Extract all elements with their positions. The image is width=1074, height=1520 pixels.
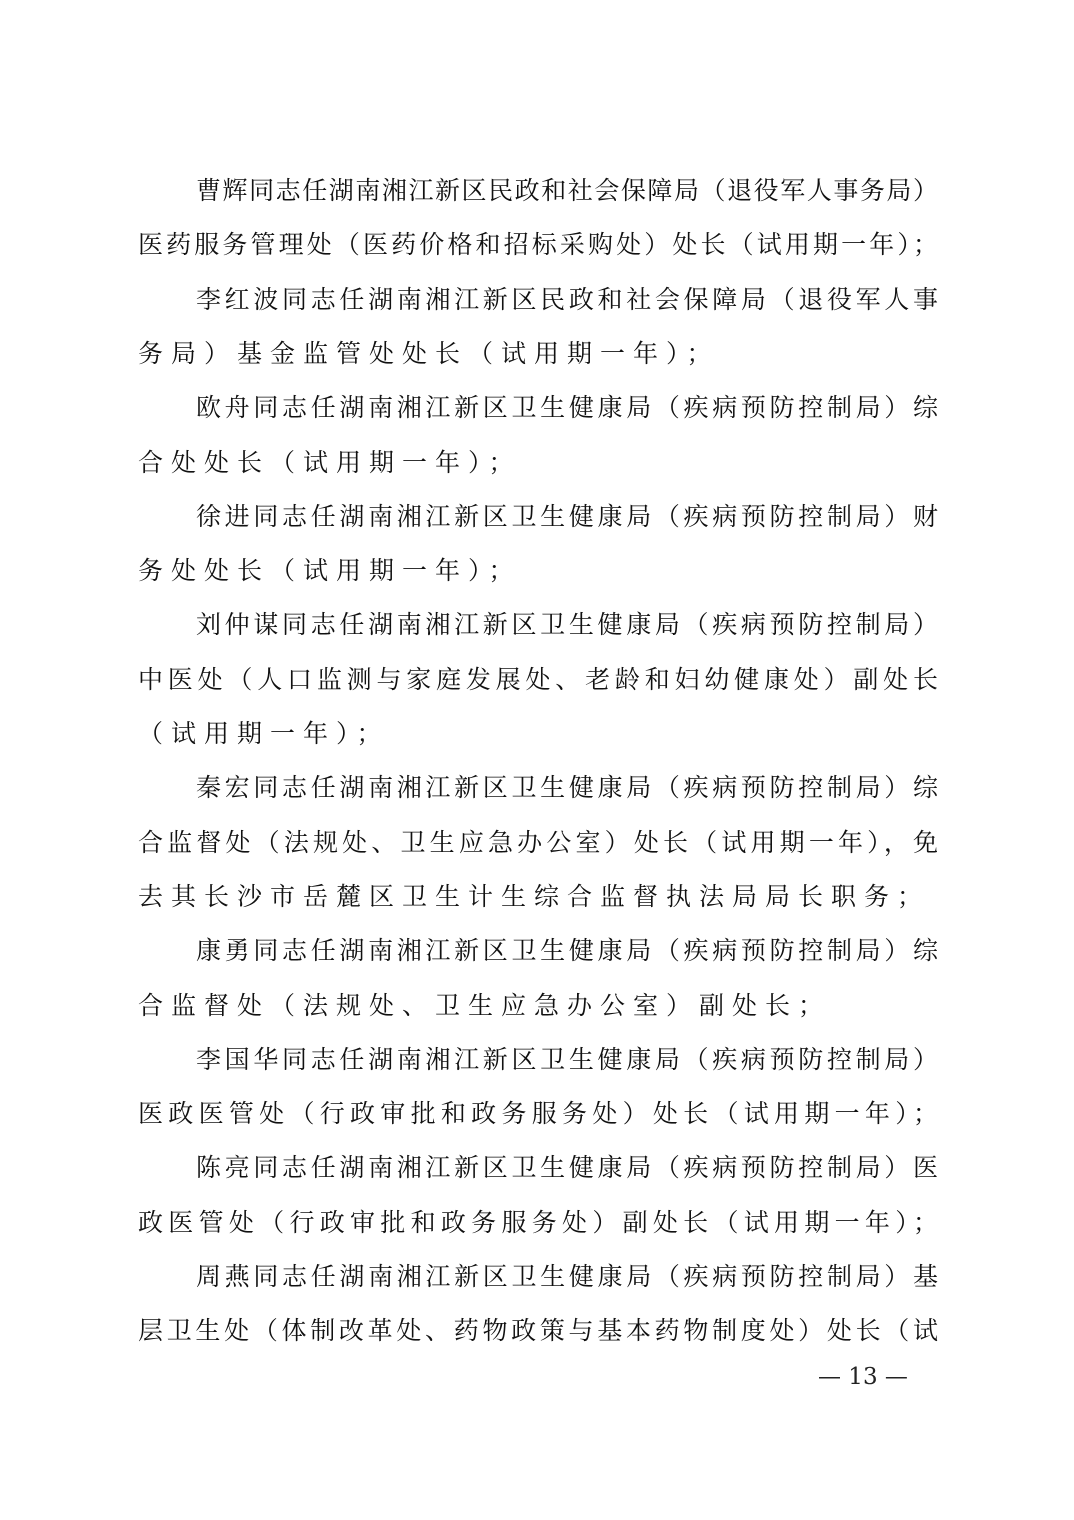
text-line bbox=[0, 761, 1074, 815]
line-text: 陈亮同志任湖南湘江新区卫生健康局（疾病预防控制局）医 bbox=[196, 1153, 942, 1182]
text-line bbox=[0, 816, 1074, 870]
line-text: 务处处长（试用期一年）； bbox=[138, 556, 522, 585]
line-text: 秦宏同志任湖南湘江新区卫生健康局（疾病预防控制局）综 bbox=[196, 773, 942, 802]
text-line bbox=[0, 218, 1074, 272]
line-text: 去其长沙市岳麓区卫生计生综合监督执法局局长职务； bbox=[138, 882, 931, 911]
text-line bbox=[0, 164, 1074, 218]
line-text: 李国华同志任湖南湘江新区卫生健康局（疾病预防控制局） bbox=[196, 1045, 942, 1074]
line-text: 曹辉同志任湖南湘江新区民政和社会保障局（退役军人事务局） bbox=[196, 176, 940, 205]
text-line bbox=[0, 1033, 1074, 1087]
text-line bbox=[0, 870, 1074, 924]
text-line bbox=[0, 1087, 1074, 1141]
text-line bbox=[0, 1304, 1074, 1358]
line-text: （试用期一年）； bbox=[138, 719, 390, 748]
text-line bbox=[0, 1141, 1074, 1195]
line-text: 政医管处（行政审批和政务服务处）副处长（试用期一年）； bbox=[138, 1208, 944, 1237]
text-line bbox=[0, 381, 1074, 435]
text-line bbox=[0, 490, 1074, 544]
line-text: 欧舟同志任湖南湘江新区卫生健康局（疾病预防控制局）综 bbox=[196, 393, 942, 422]
text-line bbox=[0, 1250, 1074, 1304]
text-line bbox=[0, 327, 1074, 381]
line-text: 刘仲谋同志任湖南湘江新区卫生健康局（疾病预防控制局） bbox=[196, 610, 942, 639]
page-number: — 13 — bbox=[818, 1364, 908, 1390]
text-line bbox=[0, 924, 1074, 978]
line-text: 徐进同志任湖南湘江新区卫生健康局（疾病预防控制局）财 bbox=[196, 502, 942, 531]
line-text: 合监督处（法规处、卫生应急办公室）副处长； bbox=[138, 991, 832, 1020]
line-text: 医政医管处（行政审批和政务服务处）处长（试用期一年）； bbox=[138, 1099, 944, 1128]
text-line bbox=[0, 653, 1074, 707]
line-text: 康勇同志任湖南湘江新区卫生健康局（疾病预防控制局）综 bbox=[196, 936, 942, 965]
line-text: 医药服务管理处（医药价格和招标采购处）处长（试用期一年）； bbox=[138, 230, 942, 259]
line-text: 层卫生处（体制改革处、药物政策与基本药物制度处）处长（试 bbox=[138, 1316, 942, 1345]
text-line bbox=[0, 273, 1074, 327]
text-line bbox=[0, 436, 1074, 490]
text-line bbox=[0, 598, 1074, 652]
text-line bbox=[0, 979, 1074, 1033]
text-line bbox=[0, 707, 1074, 761]
line-text: 李红波同志任湖南湘江新区民政和社会保障局（退役军人事 bbox=[196, 285, 942, 314]
line-text: 中医处（人口监测与家庭发展处、老龄和妇幼健康处）副处长 bbox=[138, 665, 943, 694]
line-text: 合监督处（法规处、卫生应急办公室）处长（试用期一年），免 bbox=[138, 828, 943, 857]
line-text: 务局）基金监管处处长（试用期一年）； bbox=[138, 339, 720, 368]
line-text: 合处处长（试用期一年）； bbox=[138, 448, 522, 477]
text-line bbox=[0, 1196, 1074, 1250]
line-text: 周燕同志任湖南湘江新区卫生健康局（疾病预防控制局）基 bbox=[196, 1262, 942, 1291]
text-line bbox=[0, 544, 1074, 598]
